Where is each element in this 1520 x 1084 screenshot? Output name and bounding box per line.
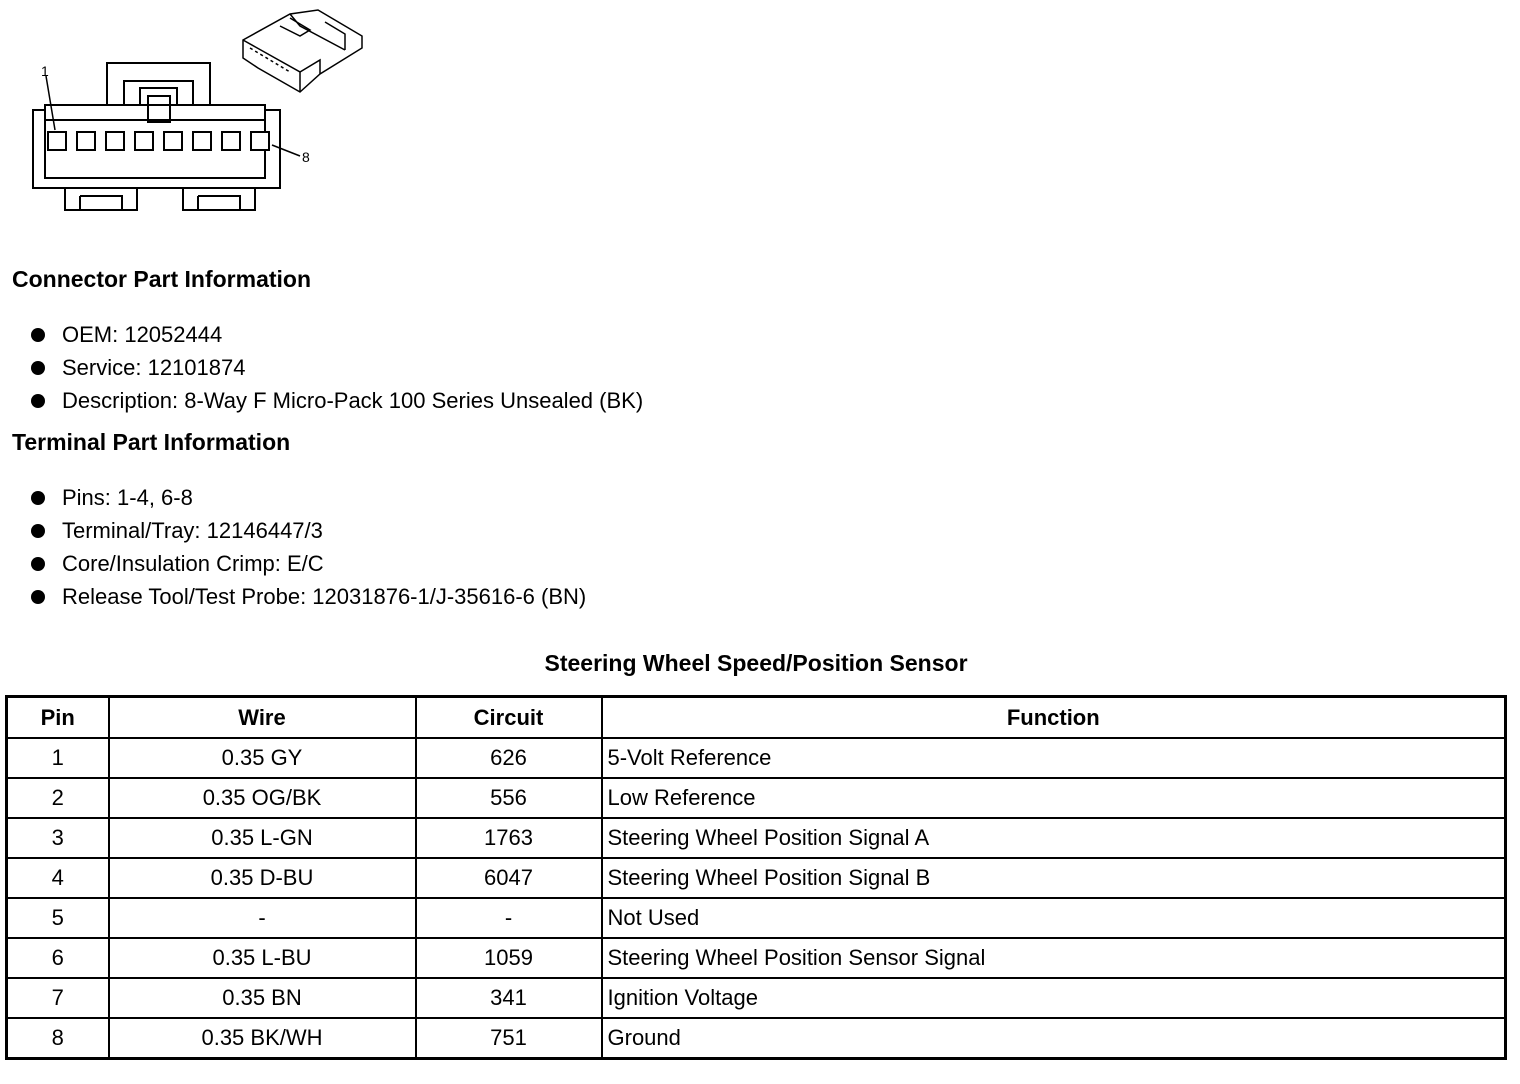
pin-cavity-6 (193, 132, 211, 150)
cell-pin: 8 (7, 1018, 109, 1059)
cell-wire: 0.35 OG/BK (109, 778, 416, 818)
table-row (7, 818, 1506, 858)
connector-info-heading: Connector Part Information (12, 266, 312, 292)
pin-cavity-5 (164, 132, 182, 150)
cell-function: Steering Wheel Position Signal A (602, 818, 1506, 858)
table-title: Steering Wheel Speed/Position Sensor (544, 650, 968, 676)
pin-cavity-7 (222, 132, 240, 150)
table-row (7, 978, 1506, 1018)
cell-function: Steering Wheel Position Sensor Signal (602, 938, 1506, 978)
cell-function: Steering Wheel Position Signal B (602, 858, 1506, 898)
cell-wire: 0.35 D-BU (109, 858, 416, 898)
cell-function: Ignition Voltage (602, 978, 1506, 1018)
cell-circuit: 6047 (416, 858, 602, 898)
cell-wire: 0.35 L-BU (109, 938, 416, 978)
table-header-row (7, 697, 1506, 739)
cell-function: 5-Volt Reference (602, 738, 1506, 778)
terminal-info-heading: Terminal Part Information (12, 429, 291, 455)
cell-circuit: 751 (416, 1018, 602, 1059)
cell-wire: 0.35 GY (109, 738, 416, 778)
table-row (7, 938, 1506, 978)
cell-wire: 0.35 BK/WH (109, 1018, 416, 1059)
cell-circuit: 1059 (416, 938, 602, 978)
bullet-icon (31, 361, 45, 375)
pin-cavity-8 (251, 132, 269, 150)
column-header-pin: Pin (7, 697, 109, 739)
cell-pin: 4 (7, 858, 109, 898)
bullet-icon (31, 524, 45, 538)
cell-function: Ground (602, 1018, 1506, 1059)
cell-circuit: 626 (416, 738, 602, 778)
list-item: Service: 12101874 (30, 351, 643, 384)
table-row (7, 1018, 1506, 1059)
connector-foot-right (183, 188, 255, 210)
cell-function: Not Used (602, 898, 1506, 938)
pin-label-first: 1 (41, 63, 49, 79)
list-item: Pins: 1-4, 6-8 (30, 481, 586, 514)
list-item: Description: 8-Way F Micro-Pack 100 Series Unsealed (BK) (30, 384, 643, 417)
cell-pin: 5 (7, 898, 109, 938)
list-item: Core/Insulation Crimp: E/C (30, 547, 586, 580)
cell-circuit: 1763 (416, 818, 602, 858)
connector-iso-view (243, 10, 362, 92)
connector-foot-left (65, 188, 137, 210)
connector-diagram (0, 0, 400, 230)
cell-function: Low Reference (602, 778, 1506, 818)
table-row (7, 858, 1506, 898)
cell-pin: 2 (7, 778, 109, 818)
cell-wire: 0.35 BN (109, 978, 416, 1018)
pin-cavity-1 (48, 132, 66, 150)
pin-label-last: 8 (302, 149, 310, 165)
cell-circuit: - (416, 898, 602, 938)
bullet-icon (31, 557, 45, 571)
list-item: Terminal/Tray: 12146447/3 (30, 514, 586, 547)
list-item: OEM: 12052444 (30, 318, 643, 351)
cell-circuit: 341 (416, 978, 602, 1018)
column-header-circuit: Circuit (416, 697, 602, 739)
bullet-icon (31, 491, 45, 505)
bullet-icon (31, 590, 45, 604)
pin-cavity-3 (106, 132, 124, 150)
pin-cavity-4 (135, 132, 153, 150)
pinout-table (5, 695, 1507, 1060)
bullet-icon (31, 394, 45, 408)
connector-info-list (30, 318, 643, 417)
cell-pin: 1 (7, 738, 109, 778)
table-row (7, 738, 1506, 778)
cell-pin: 6 (7, 938, 109, 978)
cell-wire: 0.35 L-GN (109, 818, 416, 858)
terminal-info-list (30, 481, 586, 613)
cell-wire: - (109, 898, 416, 938)
bullet-icon (31, 328, 45, 342)
cell-pin: 7 (7, 978, 109, 1018)
table-row (7, 778, 1506, 818)
connector-latch (107, 63, 210, 105)
pin-cavity-2 (77, 132, 95, 150)
cell-circuit: 556 (416, 778, 602, 818)
cell-pin: 3 (7, 818, 109, 858)
column-header-wire: Wire (109, 697, 416, 739)
connector-body (33, 105, 280, 188)
table-row (7, 898, 1506, 938)
list-item: Release Tool/Test Probe: 12031876-1/J-35616-6 (BN) (30, 580, 586, 613)
column-header-function: Function (602, 697, 1506, 739)
